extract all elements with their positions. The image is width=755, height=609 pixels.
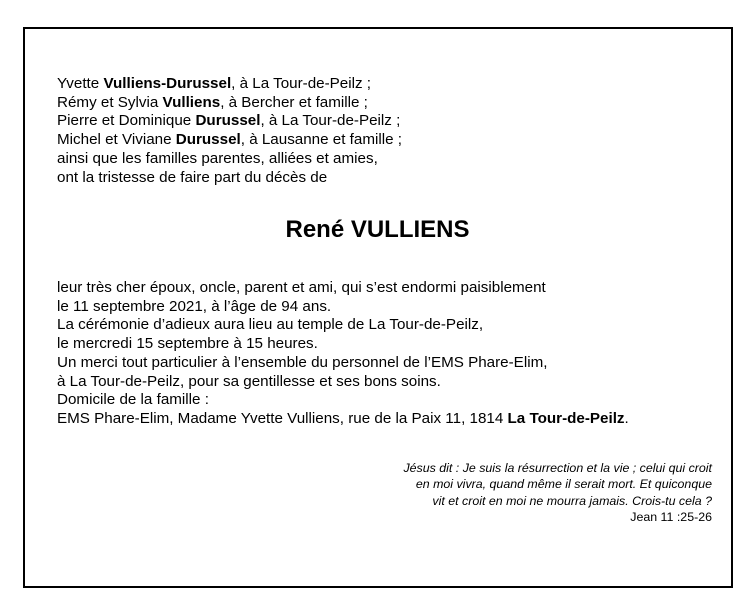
body-line: Domicile de la famille :: [57, 391, 209, 409]
family-line: ont la tristesse de faire part du décès de: [57, 168, 328, 186]
family-line: Michel et Viviane Durussel, à Lausanne et famille ;: [57, 131, 403, 149]
notice-body: [57, 279, 629, 429]
family-line: ainsi que les familles parentes, alliées et amies,: [57, 149, 378, 167]
body-line: leur très cher époux, oncle, parent et ami, qui s’est endormi paisiblement: [57, 279, 546, 296]
verse-line: en moi vivra, quand même il serait mort. Et quiconque: [415, 477, 712, 492]
family-line: Pierre et Dominique Durussel, à La Tour-de-Peilz ;: [57, 112, 401, 130]
body-line: à La Tour-de-Peilz, pour sa gentillesse et ses bons soins.: [57, 372, 441, 390]
body-line: le mercredi 15 septembre à 15 heures.: [57, 335, 318, 353]
bible-verse: [403, 460, 712, 526]
address-line: EMS Phare-Elim, Madame Yvette Vulliens, rue de la Paix 11, 1814 La Tour-de-Peilz.: [57, 409, 629, 427]
body-line: La cérémonie d’adieux aura lieu au temple de La Tour-de-Peilz,: [57, 316, 484, 334]
deceased-name: René VULLIENS: [285, 216, 470, 243]
family-list: [57, 75, 402, 187]
verse-line: vit et croit en moi ne mourra jamais. Crois-tu cela ?: [432, 493, 712, 508]
family-line: Yvette Vulliens-Durussel, à La Tour-de-Peilz ;: [57, 75, 372, 92]
verse-line: Jésus dit : Je suis la résurrection et la vie ; celui qui croit: [403, 461, 712, 475]
body-line: le 11 septembre 2021, à l’âge de 94 ans.: [57, 297, 332, 315]
body-line: Un merci tout particulier à l’ensemble du personnel de l’EMS Phare-Elim,: [57, 353, 548, 371]
verse-reference: Jean 11 :25-26: [630, 510, 712, 525]
family-line: Rémy et Sylvia Vulliens, à Bercher et famille ;: [57, 93, 368, 111]
